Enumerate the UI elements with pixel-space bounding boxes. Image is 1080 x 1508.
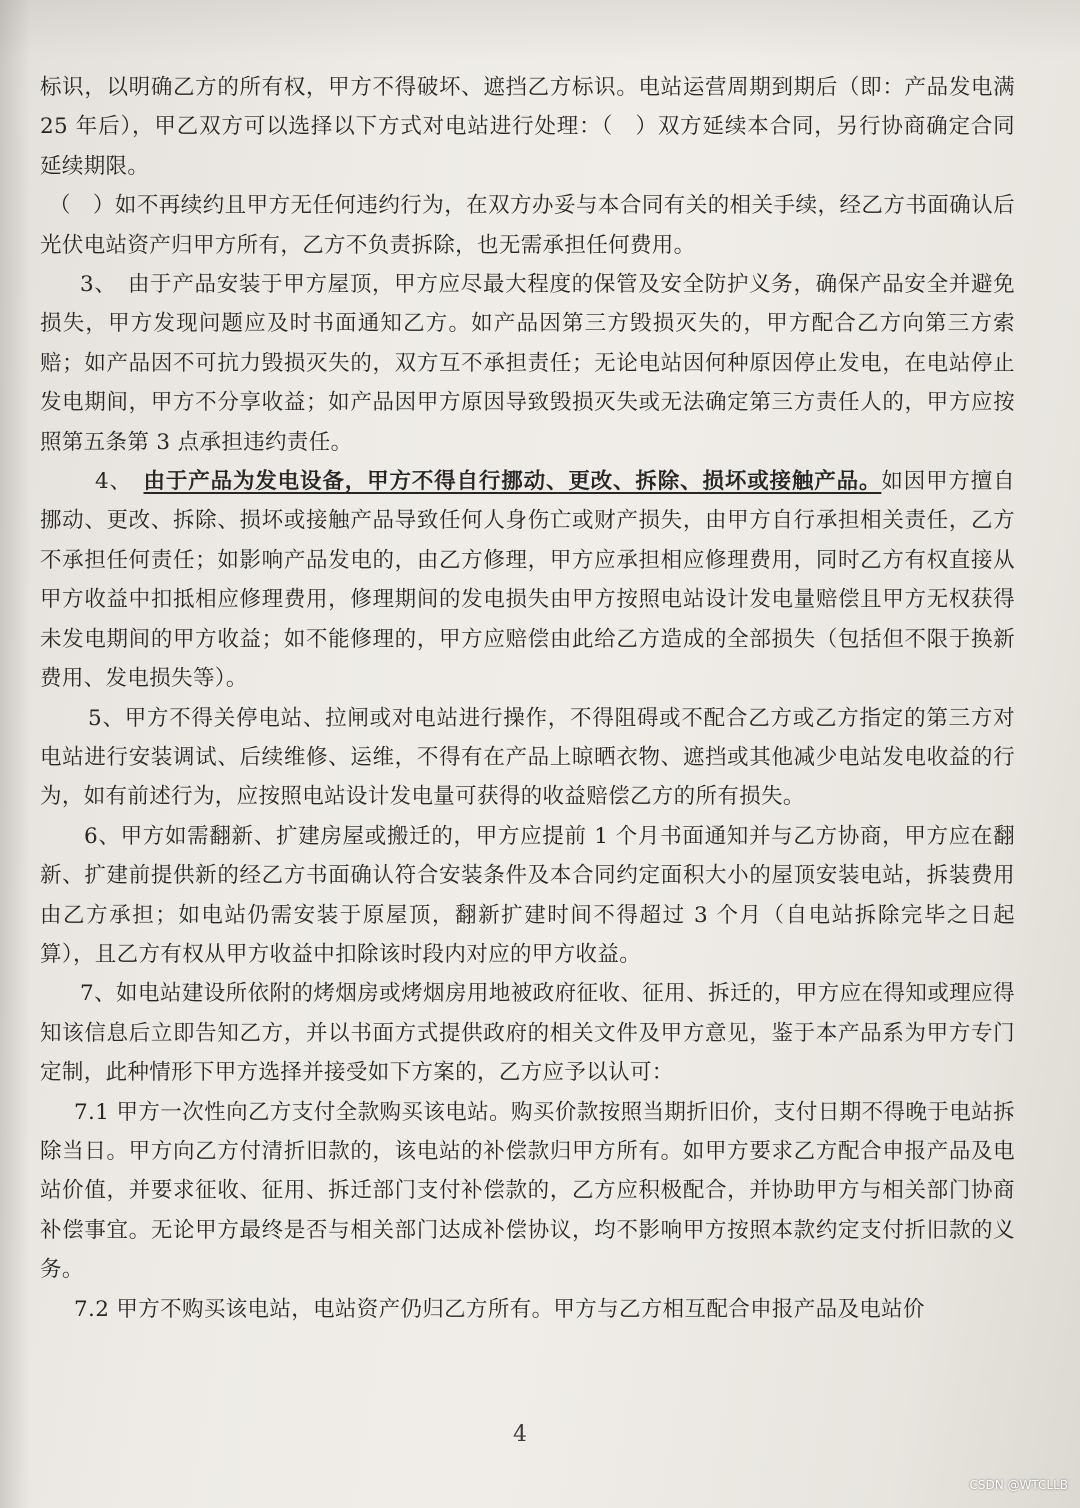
paragraph-continued-ownership-mark: 标识，以明确乙方的所有权，甲方不得破坏、遮挡乙方标识。电站运营周期到期后（即：产品发电满 25 年后），甲乙双方可以选择以下方式对电站进行处理：（ ）双方延续本合同，另行协商确定合同延续期限。 <box>40 75 1015 179</box>
paragraph-option-transfer: （ ）如不再续约且甲方无任何违约行为，在双方办妥与本合同有关的相关手续，经乙方书面确认后光伏电站资产归甲方所有，乙方不负责拆除，也无需承担任何费用。 <box>40 193 1015 258</box>
paragraph-clause-6: 6、甲方如需翻新、扩建房屋或搬迁的，甲方应提前 1 个月书面通知并与乙方协商，甲方应在翻新、扩建前提供新的经乙方书面确认符合安装条件及本合同约定面积大小的屋顶安装电站，拆装费用由乙方承担；如电站仍需安装于原屋顶，翻新扩建时间不得超过 3 个月（自电站拆除完毕之日起算），且乙方有权从甲方收益中扣除该时段内对应的甲方收益。 <box>40 823 1015 967</box>
watermark: CSDN @WTCLLB <box>969 1478 1068 1492</box>
clause-4-number: 4、 <box>95 469 144 495</box>
paragraph-clause-7-1: 7.1 甲方一次性向乙方支付全款购买该电站。购买价款按照当期折旧价，支付日期不得晚于电站拆除当日。甲方向乙方付清折旧款的，该电站的补偿款归甲方所有。如甲方要求乙方配合申报产品及电站价值，并要求征收、征用、拆迁部门支付补偿款的，乙方应积极配合，并协助甲方与相关部门协商补偿事宜。无论甲方最终是否与相关部门达成补偿协议，均不影响甲方按照本款约定支付折旧款的义务。 <box>40 1099 1015 1283</box>
page-shadow-left <box>0 0 30 1508</box>
page-shadow-top <box>0 0 1080 60</box>
page-number: 4 <box>513 1422 527 1447</box>
paragraph-clause-7: 7、如电站建设所依附的烤烟房或烤烟房用地被政府征收、征用、拆迁的，甲方应在得知或理应得知该信息后立即告知乙方，并以书面方式提供政府的相关文件及甲方意见，鉴于本产品系为甲方专门定制，此种情形下甲方选择并接受如下方案的，乙方应予以认可： <box>40 981 1015 1086</box>
paragraph-clause-5: 5、甲方不得关停电站、拉闸或对电站进行操作，不得阻碍或不配合乙方或乙方指定的第三方对电站进行安装调试、后续维修、运维，不得有在产品上晾晒衣物、遮挡或其他减少电站发电收益的行为，如有前述行为，应按照电站设计发电量可获得的收益赔偿乙方的所有损失。 <box>40 705 1015 810</box>
clause-4-rest: 如因甲方擅自挪动、更改、拆除、损坏或接触产品导致任何人身伤亡或财产损失，由甲方自行承担相关责任，乙方不承担任何责任；如影响产品发电的，由乙方修理，甲方应承担相应修理费用，同时乙方有权直接从甲方收益中扣抵相应修理费用，修理期间的发电损失由甲方按照电站设计发电量赔偿且甲方无权获得未发电期间的甲方收益；如不能修理的，甲方应赔偿由此给乙方造成的全部损失（包括但不限于换新费用、发电损失等）。 <box>40 469 1016 692</box>
clause-4-emphasis: 由于产品为发电设备，甲方不得自行挪动、更改、拆除、损坏或接触产品。 <box>143 469 882 495</box>
paragraph-clause-3: 3、 由于产品安装于甲方屋顶，甲方应尽最大程度的保管及安全防护义务，确保产品安全并避免损失，甲方发现问题应及时书面通知乙方。如产品因第三方毁损灭失的，甲方配合乙方向第三方索赔；如产品因不可抗力毁损灭失的，双方互不承担责任；无论电站因何种原因停止发电，在电站停止发电期间，甲方不分享收益；如产品因甲方原因导致毁损灭失或无法确定第三方责任人的，甲方应按照第五条第 3 点承担违约责任。 <box>40 272 1015 455</box>
paragraph-clause-7-2: 7.2 甲方不购买该电站，电站资产仍归乙方所有。甲方与乙方相互配合申报产品及电站价 <box>74 1296 925 1322</box>
contract-body <box>40 68 1015 1329</box>
paragraph-clause-4 <box>40 462 1015 698</box>
